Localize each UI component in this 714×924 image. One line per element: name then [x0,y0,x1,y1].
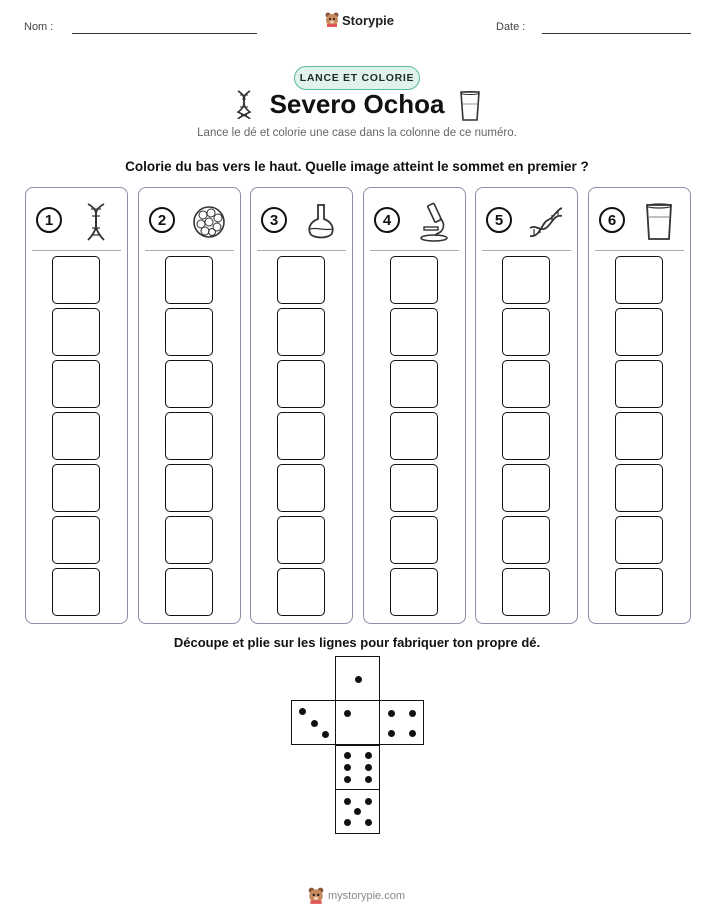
die-pip [388,730,395,737]
die-pip [409,730,416,737]
color-cell[interactable] [502,256,550,304]
microscope-icon [416,202,452,242]
page-title: Severo Ochoa [269,89,445,119]
color-cell[interactable] [615,256,663,304]
column-divider [595,250,684,251]
die-pip [365,752,372,759]
bear-icon [325,12,339,28]
color-cell[interactable] [277,516,325,564]
die-pip [355,676,362,683]
color-cell[interactable] [165,308,213,356]
cell-cluster-icon [191,202,227,242]
die-pip [365,819,372,826]
column-number: 6 [599,207,625,233]
name-label: Nom : [24,21,54,33]
die-face-1 [335,656,380,701]
color-cell[interactable] [52,360,100,408]
die-pip [409,710,416,717]
color-cell[interactable] [277,464,325,512]
color-cell[interactable] [277,360,325,408]
color-cell[interactable] [277,256,325,304]
color-cell[interactable] [165,568,213,616]
color-cell[interactable] [277,412,325,460]
color-cell[interactable] [502,412,550,460]
die-pip [365,764,372,771]
brand-name: Storypie [342,12,395,28]
column-5 [475,187,578,624]
color-cell[interactable] [277,308,325,356]
color-cell[interactable] [52,308,100,356]
column-2 [138,187,241,624]
die-pip [344,710,351,717]
color-cell[interactable] [52,516,100,564]
color-cell[interactable] [277,568,325,616]
die-instruction: Découpe et plie sur les lignes pour fabriquer ton propre dé. [173,635,541,650]
dna-icon [78,202,114,242]
color-cell[interactable] [615,308,663,356]
die-pip [354,808,361,815]
color-cell[interactable] [390,412,438,460]
color-cell[interactable] [502,464,550,512]
color-cell[interactable] [390,516,438,564]
color-cell[interactable] [615,412,663,460]
die-pip [388,710,395,717]
die-pip [311,720,318,727]
die-pip [344,752,351,759]
column-divider [32,250,121,251]
column-6 [588,187,691,624]
column-number: 5 [486,207,512,233]
column-3 [250,187,353,624]
die-pip [365,798,372,805]
die-pip [344,819,351,826]
column-divider [145,250,234,251]
die-pip [322,731,329,738]
color-cell[interactable] [390,308,438,356]
column-1 [25,187,128,624]
die-face-3 [291,700,336,745]
die-face-4 [379,700,424,745]
column-number: 4 [374,207,400,233]
column-divider [482,250,571,251]
die-face-1-center [335,700,380,745]
column-divider [257,250,346,251]
glass-icon [641,202,677,242]
color-cell[interactable] [165,360,213,408]
color-cell[interactable] [390,256,438,304]
color-cell[interactable] [52,568,100,616]
color-cell[interactable] [390,360,438,408]
dna-icon [528,202,564,242]
die-pip [344,764,351,771]
subtitle: Lance le dé et colorie une case dans la colonne de ce numéro. [197,127,517,139]
color-cell[interactable] [502,516,550,564]
name-line[interactable] [72,33,257,34]
color-cell[interactable] [52,412,100,460]
color-cell[interactable] [615,360,663,408]
color-cell[interactable] [52,464,100,512]
column-number: 2 [149,207,175,233]
die-pip [299,708,306,715]
color-cell[interactable] [165,256,213,304]
date-label: Date : [496,21,526,33]
instruction: Colorie du bas vers le haut. Quelle image atteint le sommet en premier ? [125,159,589,174]
color-cell[interactable] [165,516,213,564]
activity-badge: LANCE ET COLORIE [294,66,420,90]
glass-icon [459,90,481,122]
color-cell[interactable] [502,308,550,356]
color-cell[interactable] [502,360,550,408]
bear-icon [308,887,324,905]
die-pip [365,776,372,783]
die-pip [344,798,351,805]
color-cell[interactable] [390,464,438,512]
die-face-6 [335,745,380,790]
color-cell[interactable] [615,464,663,512]
column-4 [363,187,466,624]
color-cell[interactable] [165,412,213,460]
color-cell[interactable] [390,568,438,616]
brand-logo [325,12,394,28]
date-line[interactable] [542,33,691,34]
flask-icon [303,202,339,242]
color-cell[interactable] [165,464,213,512]
color-cell[interactable] [615,568,663,616]
column-number: 3 [261,207,287,233]
color-cell[interactable] [615,516,663,564]
column-divider [370,250,459,251]
color-cell[interactable] [502,568,550,616]
color-cell[interactable] [52,256,100,304]
footer-url[interactable]: mystorypie.com [328,890,406,902]
footer [308,887,405,905]
die-face-5 [335,789,380,834]
column-number: 1 [36,207,62,233]
die-pip [344,776,351,783]
